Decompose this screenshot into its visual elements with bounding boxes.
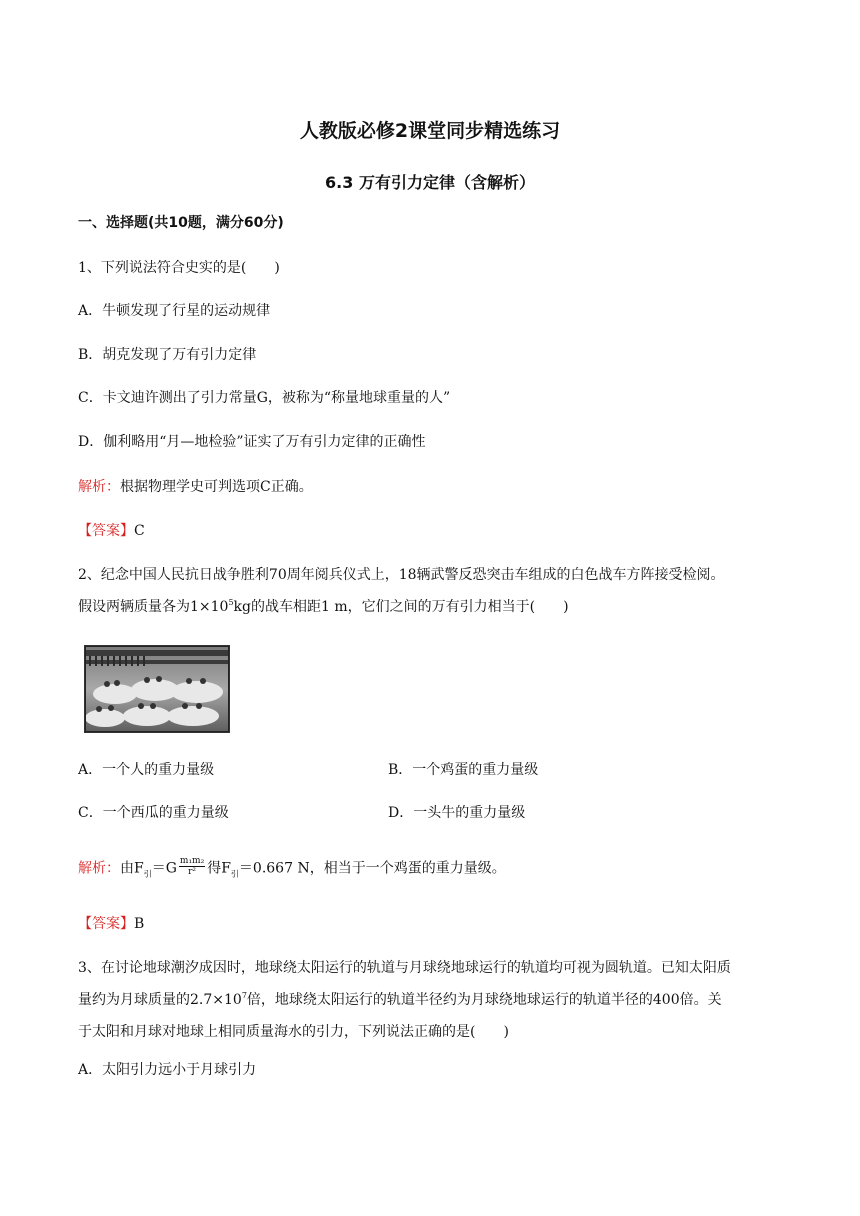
section-heading: 一、选择题(共10题，满分60分) bbox=[78, 215, 284, 231]
q1-option-b: B．胡克发现了万有引力定律 bbox=[78, 347, 257, 363]
analysis-label: 解析： bbox=[78, 860, 120, 877]
q3-stem-text: 量约为月球质量的2.7×10 bbox=[78, 992, 242, 1008]
q2-answer bbox=[78, 914, 144, 934]
exponent: 7 bbox=[241, 991, 247, 1000]
fraction-denominator: r² bbox=[188, 867, 197, 877]
q2-option-b: B．一个鸡蛋的重力量级 bbox=[388, 762, 539, 778]
q3-stem-line3: 于太阳和月球对地球上相同质量海水的引力，下列说法正确的是( ) bbox=[78, 1024, 509, 1040]
q2-option-d: D．一头牛的重力量级 bbox=[388, 805, 526, 821]
q1-option-a: A．牛顿发现了行星的运动规律 bbox=[78, 303, 271, 319]
subscript: 引 bbox=[143, 869, 152, 879]
q2-stem-text-cont: kg的战车相距1 m，它们之间的万有引力相当于( ) bbox=[233, 599, 569, 615]
q3-stem-line2 bbox=[78, 990, 722, 1012]
answer-value: B bbox=[134, 916, 145, 932]
analysis-text: 得F bbox=[207, 860, 231, 877]
q1-analysis bbox=[78, 477, 313, 497]
page-subtitle: 6.3 万有引力定律（含解析） bbox=[325, 173, 535, 192]
analysis-text: ＝0.667 N，相当于一个鸡蛋的重力量级。 bbox=[238, 860, 506, 877]
q1-option-c: C．卡文迪许测出了引力常量G，被称为“称量地球重量的人” bbox=[78, 390, 451, 406]
analysis-text: 由F bbox=[120, 860, 144, 877]
subscript: 引 bbox=[230, 869, 239, 879]
answer-value: C bbox=[134, 523, 145, 539]
answer-label: 【答案】 bbox=[78, 523, 134, 539]
analysis-label: 解析： bbox=[78, 479, 120, 495]
q3-option-a: A．太阳引力远小于月球引力 bbox=[78, 1062, 257, 1078]
exponent: 5 bbox=[228, 598, 234, 607]
q2-stem-line2 bbox=[78, 597, 569, 619]
q3-stem-line1: 3、在讨论地球潮汐成因时，地球绕太阳运行的轨道与月球绕地球运行的轨道均可视为圆轨道。已知太阳质 bbox=[78, 960, 731, 976]
q2-option-a: A．一个人的重力量级 bbox=[78, 762, 215, 778]
parade-photo bbox=[84, 645, 230, 733]
q3-stem-text-cont: 倍，地球绕太阳运行的轨道半径约为月球绕地球运行的轨道半径的400倍。关 bbox=[246, 992, 722, 1008]
q2-stem-line1: 2、纪念中国人民抗日战争胜利70周年阅兵仪式上，18辆武警反恐突击车组成的白色战车方阵接受检阅。 bbox=[78, 567, 725, 583]
q1-stem: 1、下列说法符合史实的是( ) bbox=[78, 260, 280, 276]
page-title: 人教版必修2课堂同步精选练习 bbox=[299, 120, 561, 142]
analysis-text: 根据物理学史可判选项C正确。 bbox=[120, 479, 313, 495]
q1-answer bbox=[78, 521, 145, 541]
q2-option-c: C．一个西瓜的重力量级 bbox=[78, 805, 229, 821]
formula-fraction bbox=[179, 856, 205, 877]
answer-label: 【答案】 bbox=[78, 916, 134, 932]
analysis-text: ＝G bbox=[151, 860, 177, 877]
q2-analysis bbox=[78, 858, 506, 884]
q1-option-d: D．伽利略用“月—地检验”证实了万有引力定律的正确性 bbox=[78, 434, 426, 450]
fraction-numerator: m₁m₂ bbox=[179, 856, 205, 866]
q2-stem-text: 假设两辆质量各为1×10 bbox=[78, 599, 229, 615]
